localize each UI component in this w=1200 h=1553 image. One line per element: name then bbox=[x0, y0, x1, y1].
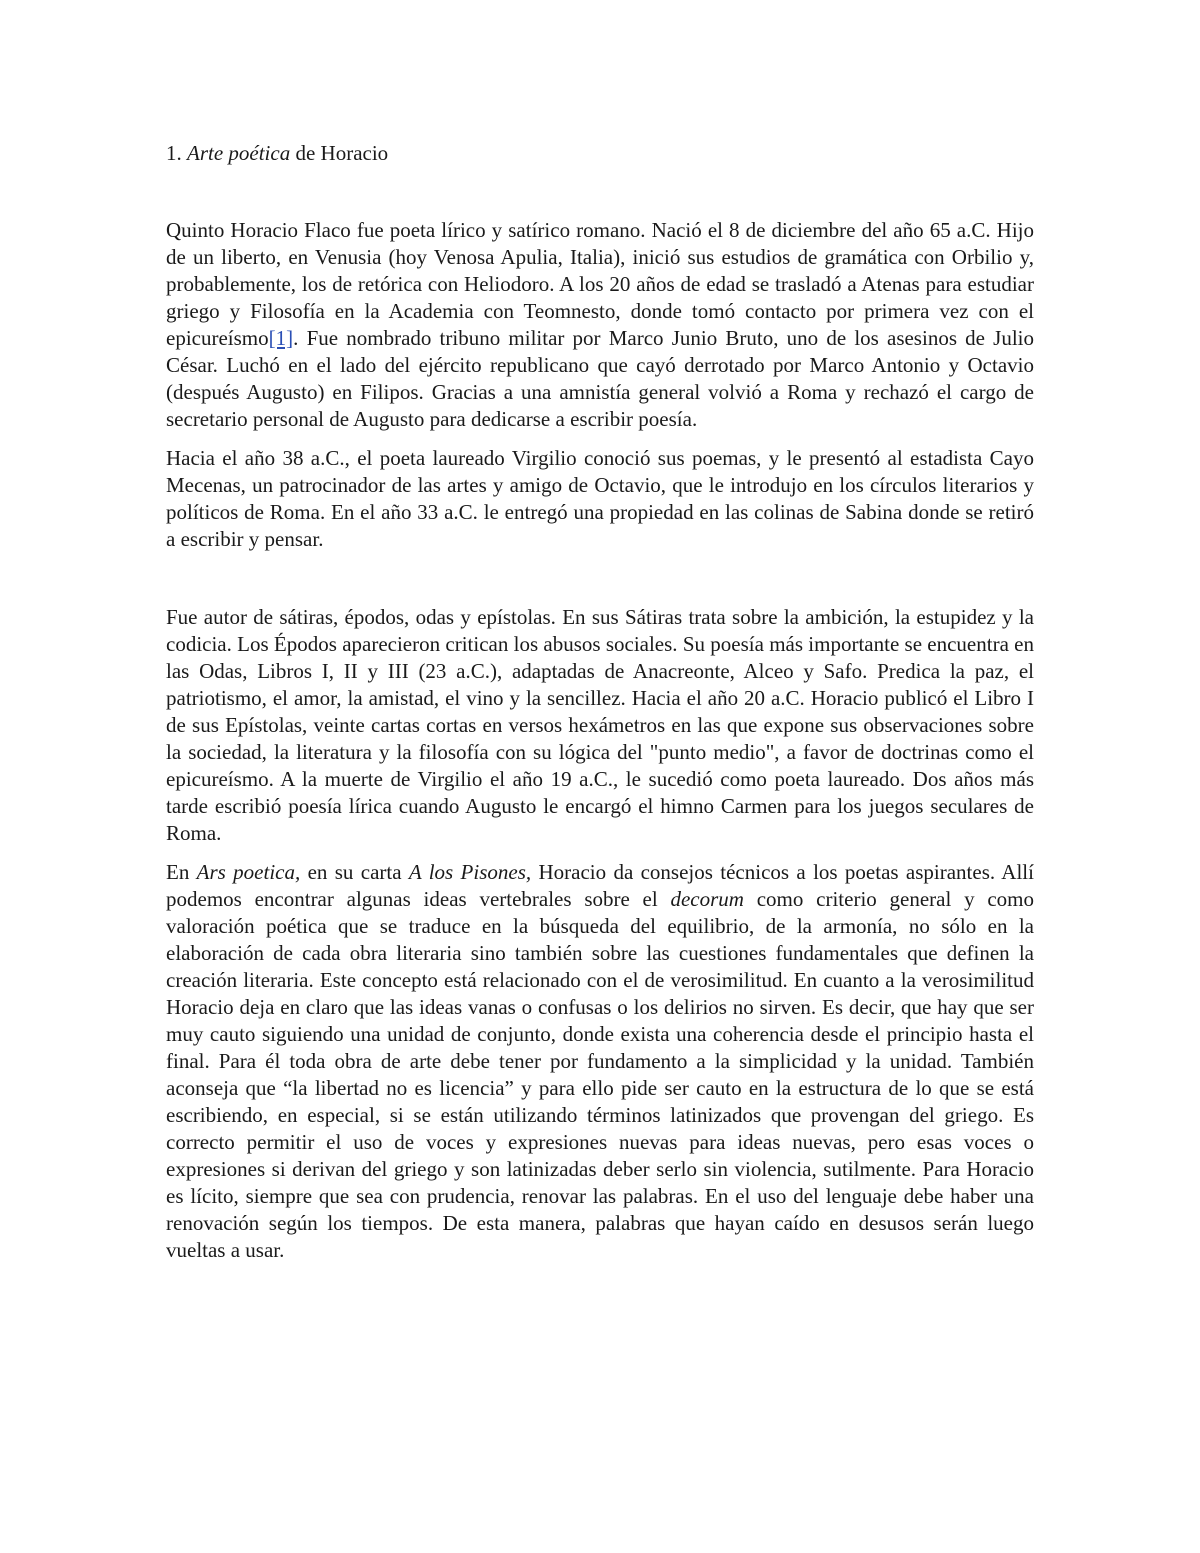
heading-number: 1. bbox=[166, 141, 182, 165]
paragraph-text: En bbox=[166, 860, 197, 884]
paragraph-text: como criterio general y como valoración poética que se traduce en la búsqueda del equilibrio, de la armonía, no sólo en la elaboración de cada obra literaria sino también sobre las cuestiones fundamentales que definen la creación literaria. Este concepto está relacionado con el de verosimilitud. En cuanto a la verosimilitud Horacio deja en claro que las ideas vanas o confusas o los delirios no sirven. Es decir, que hay que ser muy cauto siguiendo una unidad de conjunto, donde exista una coherencia desde el principio hasta el final. Para él toda obra de arte debe tener por fundamento a la simplicidad y la unidad. También aconseja que “la libertad no es licencia” y para ello pide ser cauto en la estructura de lo que se está escribiendo, en especial, si se están utilizando términos latinizados que provengan del griego. Es correcto permitir el uso de voces y expresiones nuevas para ideas nuevas, pero esas voces o expresiones si derivan del griego y son latinizadas deber serlo sin violencia, sutilmente. Para Horacio es lícito, siempre que sea con prudencia, renovar las palabras. En el uso del lenguaje debe haber una renovación según los tiempos. De esta manera, palabras que hayan caído en desusos serán luego vueltas a usar. bbox=[166, 887, 1034, 1262]
paragraph-text: Horacio da consejos técnicos a los poetas aspirantes. Allí podemos encontrar algunas ideas vertebrales sobre el bbox=[166, 860, 1034, 911]
italic-term-decorum: decorum bbox=[670, 887, 744, 911]
section-heading bbox=[166, 140, 1034, 167]
footnote-link[interactable]: [1] bbox=[268, 326, 294, 350]
italic-title-ars-poetica: Ars poetica, bbox=[196, 860, 301, 884]
heading-title-rest: de Horacio bbox=[295, 141, 389, 165]
paragraph-text: Quinto Horacio Flaco fue poeta lírico y satírico romano. Nació el 8 de diciembre del año 65 a.C. Hijo de un liberto, en Venusia (hoy Venosa Apulia, Italia), inició sus estudios de gramática con Orbilio y, probablemente, los de retórica con Heliodoro. A los 20 años de edad se trasladó a Atenas para estudiar griego y Filosofía en la Academia con Teomnesto, donde tomó contacto por primera vez con el epicureísmo bbox=[166, 218, 1034, 350]
paragraph-mecenas: Hacia el año 38 a.C., el poeta laureado Virgilio conoció sus poemas, y le presentó al estadista Cayo Mecenas, un patrocinador de las artes y amigo de Octavio, que le introdujo en los círculos literarios y políticos de Roma. En el año 33 a.C. le entregó una propiedad en las colinas de Sabina donde se retiró a escribir y pensar. bbox=[166, 446, 1034, 551]
heading-title-italic: Arte poética bbox=[187, 141, 291, 165]
paragraph-ars-poetica bbox=[166, 859, 1034, 1264]
document-page bbox=[166, 140, 1034, 1276]
paragraph-works: Fue autor de sátiras, épodos, odas y epístolas. En sus Sátiras trata sobre la ambición, la estupidez y la codicia. Los Épodos aparecieron critican los abusos sociales. Su poesía más importante se encuentra en las Odas, Libros I, II y III (23 a.C.), adaptadas de Anacreonte, Alceo y Safo. Predica la paz, el patriotismo, el amor, la amistad, el vino y la sencillez. Hacia el año 20 a.C. Horacio publicó el Libro I de sus Epístolas, veinte cartas cortas en versos hexámetros en las que expone sus observaciones sobre la sociedad, la literatura y la filosofía con su lógica del "punto medio", a favor de doctrinas como el epicureísmo. A la muerte de Virgilio el año 19 a.C., le sucedió como poeta laureado. Dos años más tarde escribió poesía lírica cuando Augusto le encargó el himno Carmen para los juegos seculares de Roma. bbox=[166, 605, 1034, 845]
paragraph-text: en su carta bbox=[300, 860, 409, 884]
italic-title-a-los-pisones: A los Pisones, bbox=[408, 860, 532, 884]
paragraph-biography bbox=[166, 217, 1034, 433]
paragraph-text: . Fue nombrado tribuno militar por Marco Junio Bruto, uno de los asesinos de Julio César. Luchó en el lado del ejército republicano que cayó derrotado por Marco Antonio y Octavio (después Augusto) en Filipos. Gracias a una amnistía general volvió a Roma y rechazó el cargo de secretario personal de Augusto para dedicarse a escribir poesía. bbox=[166, 326, 1034, 431]
